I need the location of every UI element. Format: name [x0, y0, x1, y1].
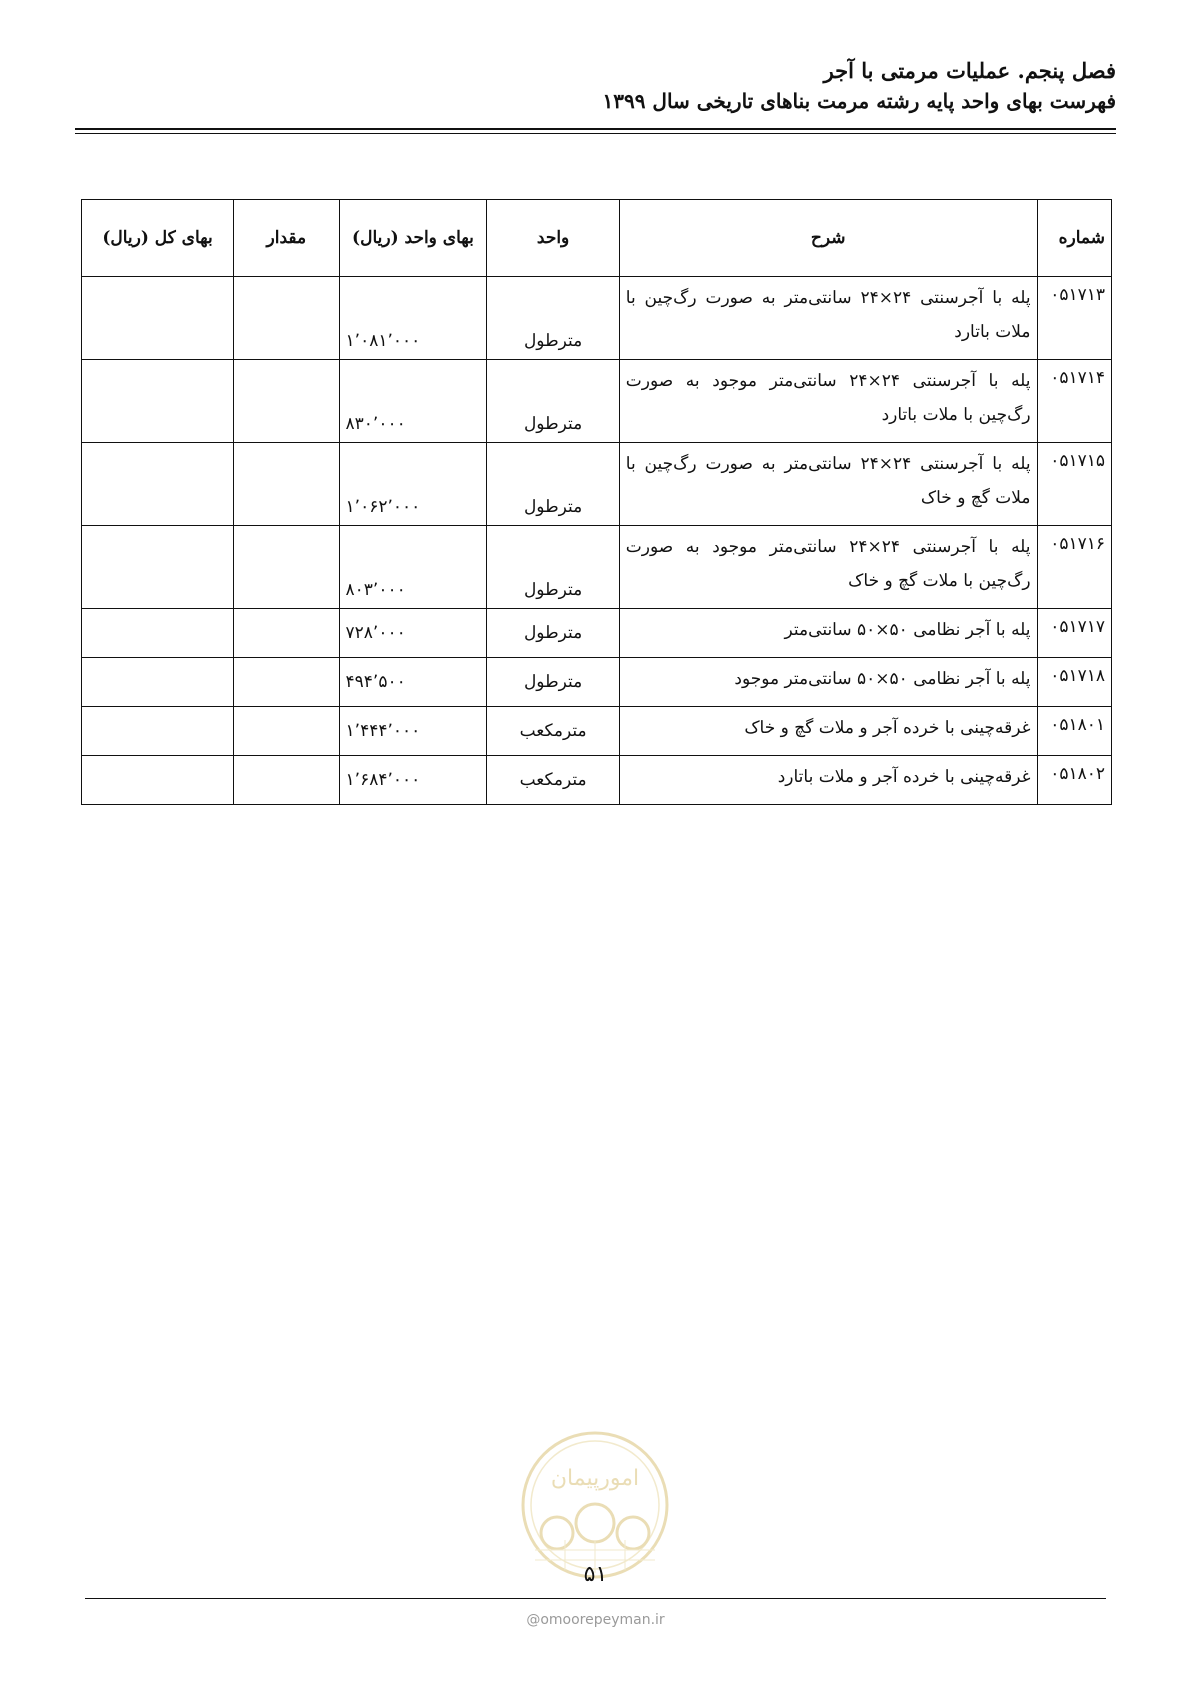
row-unit: مترطول: [487, 360, 619, 443]
table-row: [82, 443, 1112, 526]
row-description: پله با آجرسنتی ۲۴×۲۴ سانتی‌متر به صورت رگ‌چین با ملات باتارد: [619, 277, 1037, 360]
row-quantity[interactable]: [234, 658, 339, 707]
row-unit-price: ۷۲۸٬۰۰۰: [339, 609, 487, 658]
header-rule: [75, 128, 1116, 130]
row-unit: مترمکعب: [487, 756, 619, 805]
row-description: غرقه‌چینی با خرده آجر و ملات گچ و خاک: [619, 707, 1037, 756]
row-description: پله با آجرسنتی ۲۴×۲۴ سانتی‌متر موجود به صورت رگ‌چین با ملات باتارد: [619, 360, 1037, 443]
row-total-price[interactable]: [82, 360, 234, 443]
row-quantity[interactable]: [234, 609, 339, 658]
row-unit: مترطول: [487, 443, 619, 526]
row-unit-price: ۱٬۰۸۱٬۰۰۰: [339, 277, 487, 360]
row-unit: مترطول: [487, 526, 619, 609]
row-code: ۰۵۱۷۱۷: [1037, 609, 1111, 658]
table-row: [82, 609, 1112, 658]
row-code: ۰۵۱۷۱۳: [1037, 277, 1111, 360]
document-title: فهرست بهای واحد پایه رشته مرمت بناهای تاریخی سال ۱۳۹۹: [602, 89, 1116, 113]
row-code: ۰۵۱۷۱۸: [1037, 658, 1111, 707]
table-row: [82, 277, 1112, 360]
table-row: [82, 360, 1112, 443]
row-total-price[interactable]: [82, 707, 234, 756]
row-code: ۰۵۱۷۱۶: [1037, 526, 1111, 609]
row-code: ۰۵۱۷۱۵: [1037, 443, 1111, 526]
header-total-price: بهای کل (ریال): [82, 200, 234, 277]
row-code: ۰۵۱۸۰۲: [1037, 756, 1111, 805]
row-unit-price: ۸۳۰٬۰۰۰: [339, 360, 487, 443]
row-unit: مترطول: [487, 277, 619, 360]
row-quantity[interactable]: [234, 360, 339, 443]
row-quantity[interactable]: [234, 526, 339, 609]
footer-rule: [85, 1598, 1106, 1599]
chapter-title: فصل پنجم. عملیات مرمتی با آجر: [823, 58, 1116, 83]
header-description: شرح: [619, 200, 1037, 277]
price-table: [81, 199, 1112, 805]
row-code: ۰۵۱۷۱۴: [1037, 360, 1111, 443]
row-quantity[interactable]: [234, 756, 339, 805]
row-description: پله با آجر نظامی ۵۰×۵۰ سانتی‌متر موجود: [619, 658, 1037, 707]
row-description: پله با آجر نظامی ۵۰×۵۰ سانتی‌متر: [619, 609, 1037, 658]
row-quantity[interactable]: [234, 443, 339, 526]
row-description: پله با آجرسنتی ۲۴×۲۴ سانتی‌متر به صورت رگ‌چین با ملات گچ و خاک: [619, 443, 1037, 526]
row-total-price[interactable]: [82, 756, 234, 805]
row-unit: مترطول: [487, 609, 619, 658]
header-rule-thin: [75, 133, 1116, 134]
watermark-text: امورپیمان: [550, 1466, 640, 1491]
row-unit-price: ۱٬۴۴۴٬۰۰۰: [339, 707, 487, 756]
row-total-price[interactable]: [82, 609, 234, 658]
row-quantity[interactable]: [234, 277, 339, 360]
row-total-price[interactable]: [82, 526, 234, 609]
header-code: شماره: [1037, 200, 1111, 277]
table-row: [82, 707, 1112, 756]
row-total-price[interactable]: [82, 277, 234, 360]
footer-url: @omoorepeyman.ir: [526, 1612, 665, 1628]
row-unit-price: ۱٬۶۸۴٬۰۰۰: [339, 756, 487, 805]
row-unit: مترطول: [487, 658, 619, 707]
header-unit: واحد: [487, 200, 619, 277]
row-unit-price: ۸۰۳٬۰۰۰: [339, 526, 487, 609]
row-description: پله با آجرسنتی ۲۴×۲۴ سانتی‌متر موجود به صورت رگ‌چین با ملات گچ و خاک: [619, 526, 1037, 609]
row-total-price[interactable]: [82, 443, 234, 526]
row-quantity[interactable]: [234, 707, 339, 756]
row-code: ۰۵۱۸۰۱: [1037, 707, 1111, 756]
row-unit-price: ۴۹۴٬۵۰۰: [339, 658, 487, 707]
table-row: [82, 658, 1112, 707]
page-header: [75, 56, 1116, 116]
row-total-price[interactable]: [82, 658, 234, 707]
page-number: ۵۱: [583, 1562, 608, 1587]
watermark-logo-icon: [505, 1425, 685, 1585]
row-description: غرقه‌چینی با خرده آجر و ملات باتارد: [619, 756, 1037, 805]
table-row: [82, 526, 1112, 609]
row-unit: مترمکعب: [487, 707, 619, 756]
row-unit-price: ۱٬۰۶۲٬۰۰۰: [339, 443, 487, 526]
header-quantity: مقدار: [234, 200, 339, 277]
table-row: [82, 756, 1112, 805]
header-unit-price: بهای واحد (ریال): [339, 200, 487, 277]
table-header-row: [82, 200, 1112, 277]
